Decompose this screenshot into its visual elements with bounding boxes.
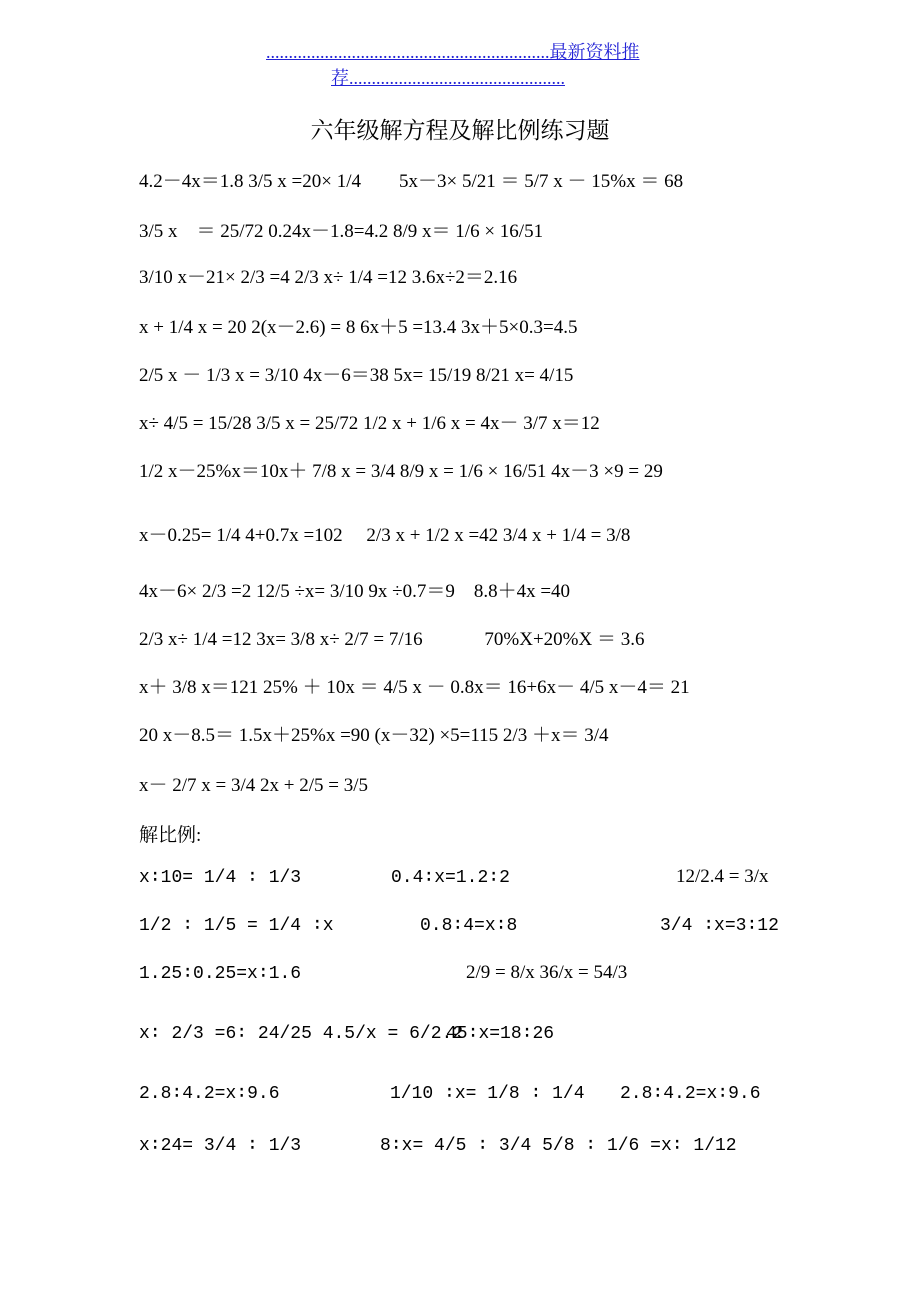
proportion-item: 1/10 ∶x= 1/8 ∶ 1/4: [390, 1084, 585, 1104]
equation-line: 3/5 x ＝ 25/72 0.24x－1.8=4.2 8/9 x＝ 1/6 × 16/51: [139, 221, 544, 242]
proportion-item: x∶10= 1/4 ∶ 1/3: [139, 868, 302, 888]
page-title: 六年级解方程及解比例练习题: [310, 118, 610, 143]
proportion-item: 1/2 ∶ 1/5 = 1/4 ∶x: [139, 916, 334, 936]
proportion-item: x∶24= 3/4 ∶ 1/3: [139, 1136, 302, 1156]
proportion-item: x∶ 2/3 =6∶ 24/25 4.5/x = 6/2.2: [139, 1024, 464, 1044]
equation-line: 2/5 x － 1/3 x = 3/10 4x－6＝38 5x= 15/19 8/21 x= 4/15: [139, 365, 574, 386]
equation-line: 3/10 x－21× 2/3 =4 2/3 x÷ 1/4 =12 3.6x÷2＝2.16: [139, 267, 518, 288]
equation-line: 4x－6× 2/3 =2 12/5 ÷x= 3/10 9x ÷0.7＝9 8.8＋4x =40: [139, 581, 571, 602]
proportion-item: 2.8∶4.2=x∶9.6: [620, 1084, 761, 1104]
section-label: 解比例:: [139, 825, 202, 846]
equation-line: 2/3 x÷ 1/4 =12 3x= 3/8 x÷ 2/7 = 7/16 70%X+20%X ＝ 3.6: [139, 629, 645, 650]
equation-line: x＋ 3/8 x＝121 25% ＋ 10x ＝ 4/5 x － 0.8x＝ 16+6x－ 4/5 x－4＝ 21: [139, 677, 690, 698]
equation-line: x－ 2/7 x = 3/4 2x + 2/5 = 3/5: [139, 775, 369, 796]
proportion-item: 2/9 = 8/x 36/x = 54/3: [466, 962, 628, 983]
equation-line: 4.2－4x＝1.8 3/5 x =20× 1/4 5x－3× 5/21 ＝ 5/7 x － 15%x ＝ 68: [139, 171, 684, 192]
proportion-item: 8∶x= 4/5 ∶ 3/4 5/8 ∶ 1/6 =x∶ 1/12: [380, 1136, 737, 1156]
proportion-item: 1.25∶0.25=x∶1.6: [139, 964, 302, 984]
equation-line: 20 x－8.5＝ 1.5x＋25%x =90 (x－32) ×5=115 2/3 ＋x＝ 3/4: [139, 725, 609, 746]
header-link[interactable]: ...............................................................最新资料推: [266, 42, 640, 62]
equation-line: x + 1/4 x = 20 2(x－2.6) = 8 6x＋5 =13.4 3x＋5×0.3=4.5: [139, 317, 578, 338]
header-link-continued[interactable]: 荐................................................: [331, 68, 565, 88]
proportion-item: 12/2.4 = 3/x: [676, 866, 769, 887]
equation-line: x－0.25= 1/4 4+0.7x =102 2/3 x + 1/2 x =42 3/4 x + 1/4 = 3/8: [139, 525, 631, 546]
equation-line: x÷ 4/5 = 15/28 3/5 x = 25/72 1/2 x + 1/6 x = 4x－ 3/7 x＝12: [139, 413, 600, 434]
proportion-item: 0.4∶x=1.2∶2: [391, 868, 510, 888]
proportion-item: 3/4 ∶x=3∶12: [660, 916, 779, 936]
proportion-item: 0.8∶4=x∶8: [420, 916, 518, 936]
proportion-item: 2.8∶4.2=x∶9.6: [139, 1084, 280, 1104]
equation-line: 1/2 x－25%x＝10x＋ 7/8 x = 3/4 8/9 x = 1/6 × 16/51 4x－3 ×9 = 29: [139, 461, 663, 482]
proportion-item: 45∶x=18∶26: [446, 1024, 555, 1044]
